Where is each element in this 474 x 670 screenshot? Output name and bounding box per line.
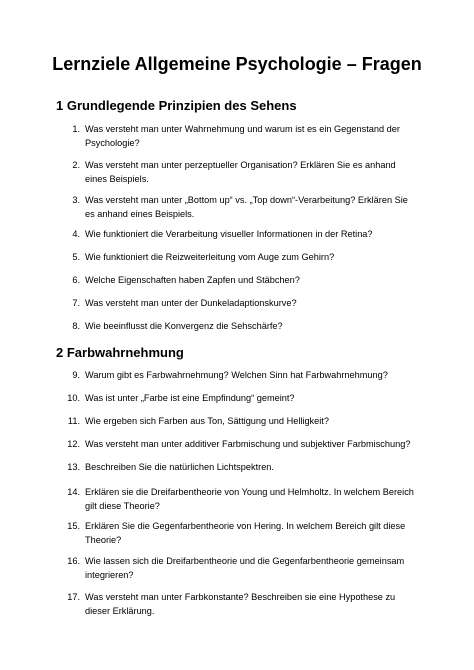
- question-text: Was versteht man unter perzeptueller Organisation? Erklären Sie es anhand eines Beispiels.: [85, 160, 396, 184]
- question-number: 11.: [67, 416, 80, 426]
- question-number: 5.: [72, 252, 80, 262]
- question-text: Wie beeinflusst die Konvergenz die Sehschärfe?: [85, 321, 283, 331]
- question-number: 1.: [72, 124, 80, 134]
- question-text: Welche Eigenschaften haben Zapfen und Stäbchen?: [85, 275, 300, 285]
- question-text: Was ist unter „Farbe ist eine Empfindung“ gemeint?: [85, 393, 295, 403]
- question-text: Warum gibt es Farbwahrnehmung? Welchen Sinn hat Farbwahrnehmung?: [85, 370, 388, 380]
- question-text: Wie funktioniert die Reizweiterleitung vom Auge zum Gehirn?: [85, 252, 335, 262]
- question-number: 13.: [67, 462, 80, 472]
- question-number: 2.: [72, 160, 80, 170]
- question-text: Was versteht man unter der Dunkeladaptionskurve?: [85, 298, 297, 308]
- question-number: 17.: [67, 592, 80, 602]
- question-number: 12.: [67, 439, 80, 449]
- section-heading-farbwahrnehmung: 2 Farbwahrnehmung: [56, 345, 184, 360]
- question-text: Was versteht man unter „Bottom up“ vs. „Top down“-Verarbeitung? Erklären Sie es anhand eines Beispiels.: [85, 195, 408, 219]
- question-number: 10.: [67, 393, 80, 403]
- page-title: Lernziele Allgemeine Psychologie – Fragen: [52, 54, 422, 74]
- question-text: Was versteht man unter Farbkonstante? Beschreiben sie eine Hypothese zu dieser Erklärung.: [85, 592, 396, 616]
- question-number: 7.: [72, 298, 80, 308]
- question-text: Wie ergeben sich Farben aus Ton, Sättigung und Helligkeit?: [85, 416, 329, 426]
- question-text: Erklären Sie die Gegenfarbentheorie von Hering. In welchem Bereich gilt diese Theorie?: [85, 521, 406, 545]
- question-number: 14.: [67, 487, 80, 497]
- section-heading-sehen: 1 Grundlegende Prinzipien des Sehens: [56, 98, 297, 113]
- question-text: Was versteht man unter additiver Farbmischung und subjektiver Farbmischung?: [85, 439, 411, 449]
- question-text: Beschreiben Sie die natürlichen Lichtspektren.: [85, 462, 274, 472]
- question-text: Wie funktioniert die Verarbeitung visueller Informationen in der Retina?: [85, 229, 373, 239]
- question-number: 4.: [72, 229, 80, 239]
- question-number: 8.: [72, 321, 80, 331]
- question-number: 15.: [67, 521, 80, 531]
- question-number: 16.: [67, 556, 80, 566]
- question-text: Erklären sie die Dreifarbentheorie von Young und Helmholtz. In welchem Bereich gilt diese Theorie?: [85, 487, 414, 511]
- question-number: 3.: [72, 195, 80, 205]
- question-text: Wie lassen sich die Dreifarbentheorie und die Gegenfarbentheorie gemeinsam integrieren?: [85, 556, 405, 580]
- question-number: 6.: [72, 275, 80, 285]
- question-text: Was versteht man unter Wahrnehmung und warum ist es ein Gegenstand der Psychologie?: [85, 124, 400, 148]
- question-number: 9.: [72, 370, 80, 380]
